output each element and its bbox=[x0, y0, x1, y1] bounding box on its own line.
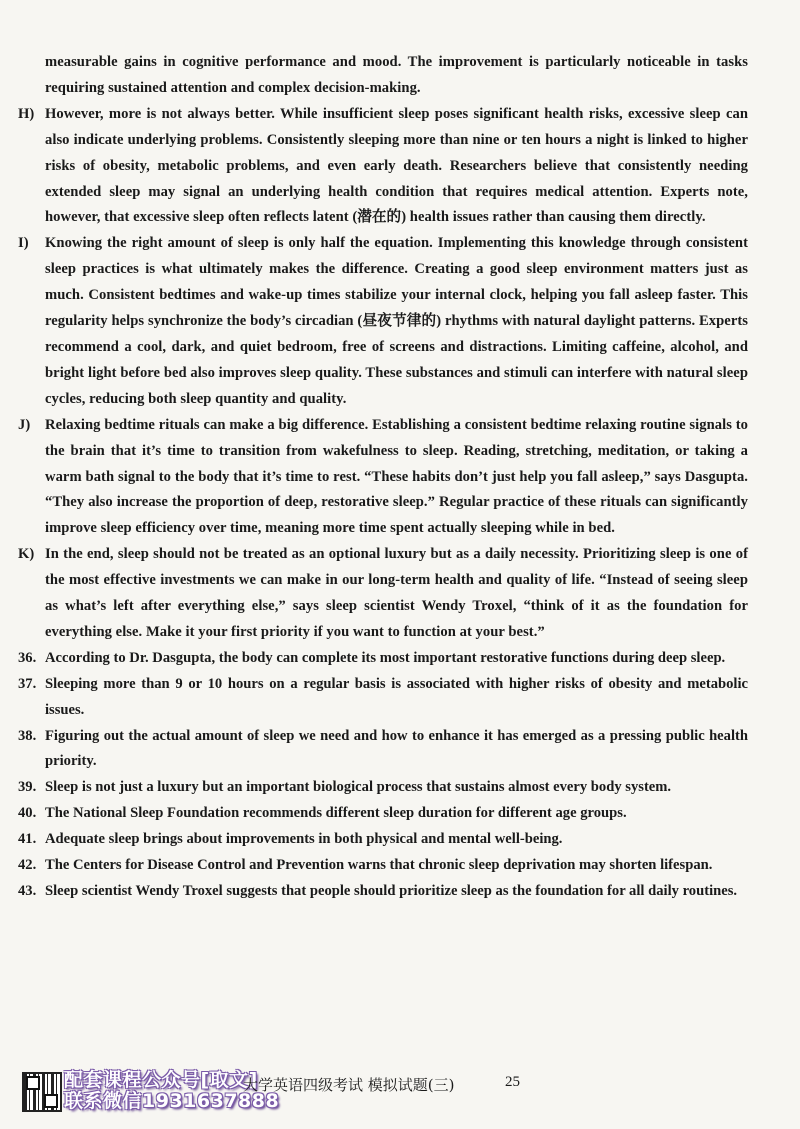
question-text: Figuring out the actual amount of sleep we need and how to enhance it has emerged as a pressing public health priority. bbox=[45, 727, 748, 770]
question-number: 42. bbox=[18, 857, 37, 874]
paragraph-label: K) bbox=[18, 546, 35, 563]
paragraph-text: Knowing the right amount of sleep is only half the equation. Implementing this knowledge through consistent sleep practices is what ultimately makes the difference. Creating a good sleep environment matters just as much. Consistent bedtimes and wake-up times stabilize your internal clock, helping you fall asleep faster. This regularity helps synchronize the body’s circadian (昼夜节律的) rhythms with natural daylight patterns. Experts recommend a cool, dark, and quiet bedroom, free of screens and distractions. Limiting caffeine, alcohol, and bright light before bed also improves sleep quality. These substances and stimuli can interfere with natural sleep cycles, reducing both sleep quantity and quality. bbox=[45, 235, 748, 407]
paragraph-text: However, more is not always better. While insufficient sleep poses significant health risks, excessive sleep can also indicate underlying problems. Consistently sleeping more than nine or ten hours a night is linked to higher risks of obesity, metabolic problems, and even early death. Researchers believe that consistently needing extended sleep may signal an underlying health condition that requires medical attention. Experts note, however, that excessive sleep often reflects latent (潜在的) health issues rather than causing them directly. bbox=[45, 105, 748, 226]
page-footer bbox=[0, 1068, 800, 1118]
paragraph-i bbox=[18, 231, 748, 412]
running-title: 大学英语四级考试 模拟试题(三) bbox=[243, 1076, 455, 1094]
question-item bbox=[18, 879, 748, 905]
question-number: 41. bbox=[18, 831, 37, 848]
paragraph-text: Relaxing bedtime rituals can make a big difference. Establishing a consistent bedtime relaxing routine signals to the brain that it’s time to transition from wakefulness to sleep. Reading, stretching, meditation, or taking a warm bath signal to the body that it’s time to rest. “These habits don’t just help you fall asleep,” says Dasgupta. “They also increase the proportion of deep, restorative sleep.” Regular practice of these rituals can significantly improve sleep efficiency over time, meaning more time spent actually sleeping while in bed. bbox=[45, 416, 748, 537]
promo-line-2: 联系微信1931637888 bbox=[64, 1090, 280, 1112]
question-text: Sleep is not just a luxury but an important biological process that sustains almost every body system. bbox=[45, 779, 672, 796]
question-number: 36. bbox=[18, 649, 37, 666]
paragraph-text: In the end, sleep should not be treated as an optional luxury but as a daily necessity. Prioritizing sleep is one of the most effective investments we can make in our long-term health and quality of life. “Instead of seeing sleep as what’s left after everything else,” says sleep scientist Wendy Troxel, “think of it as the foundation for everything else. Make it your first priority if you want to function at your best.” bbox=[45, 546, 748, 640]
question-item bbox=[18, 672, 748, 724]
question-item bbox=[18, 646, 748, 672]
question-text: The Centers for Disease Control and Prevention warns that chronic sleep deprivation may shorten lifespan. bbox=[45, 857, 713, 874]
question-number: 43. bbox=[18, 883, 37, 899]
paragraph-j bbox=[18, 413, 748, 543]
paragraph-label: H) bbox=[18, 105, 35, 122]
page-number: 25 bbox=[505, 1074, 520, 1090]
paragraph-text: measurable gains in cognitive performance and mood. The improvement is particularly noticeable in tasks requiring sustained attention and complex decision-making. bbox=[45, 54, 748, 96]
paragraph-k bbox=[18, 542, 748, 646]
paragraph-label: I) bbox=[18, 235, 29, 252]
question-item bbox=[18, 801, 748, 827]
question-item bbox=[18, 853, 748, 879]
question-item bbox=[18, 775, 748, 801]
question-text: Adequate sleep brings about improvements in both physical and mental well-being. bbox=[45, 831, 563, 848]
question-text: Sleeping more than 9 or 10 hours on a regular basis is associated with higher risks of obesity and metabolic issues. bbox=[45, 675, 748, 718]
question-text: According to Dr. Dasgupta, the body can complete its most important restorative functions during deep sleep. bbox=[45, 649, 726, 666]
promo-line-1: 配套课程公众号[取文] bbox=[64, 1069, 258, 1091]
paragraph-continued bbox=[18, 50, 748, 102]
passage-content bbox=[18, 50, 748, 905]
question-text: Sleep scientist Wendy Troxel suggests that people should prioritize sleep as the foundation for all daily routines. bbox=[45, 883, 738, 899]
question-text: The National Sleep Foundation recommends different sleep duration for different age groups. bbox=[45, 805, 627, 822]
qr-code-icon bbox=[22, 1072, 62, 1112]
question-number: 37. bbox=[18, 675, 37, 692]
question-item bbox=[18, 724, 748, 776]
question-number: 38. bbox=[18, 727, 37, 744]
question-item bbox=[18, 827, 748, 853]
question-number: 39. bbox=[18, 779, 37, 796]
paragraph-label: J) bbox=[18, 416, 31, 433]
question-number: 40. bbox=[18, 805, 37, 822]
question-list bbox=[18, 646, 748, 905]
paragraph-h bbox=[18, 102, 748, 232]
